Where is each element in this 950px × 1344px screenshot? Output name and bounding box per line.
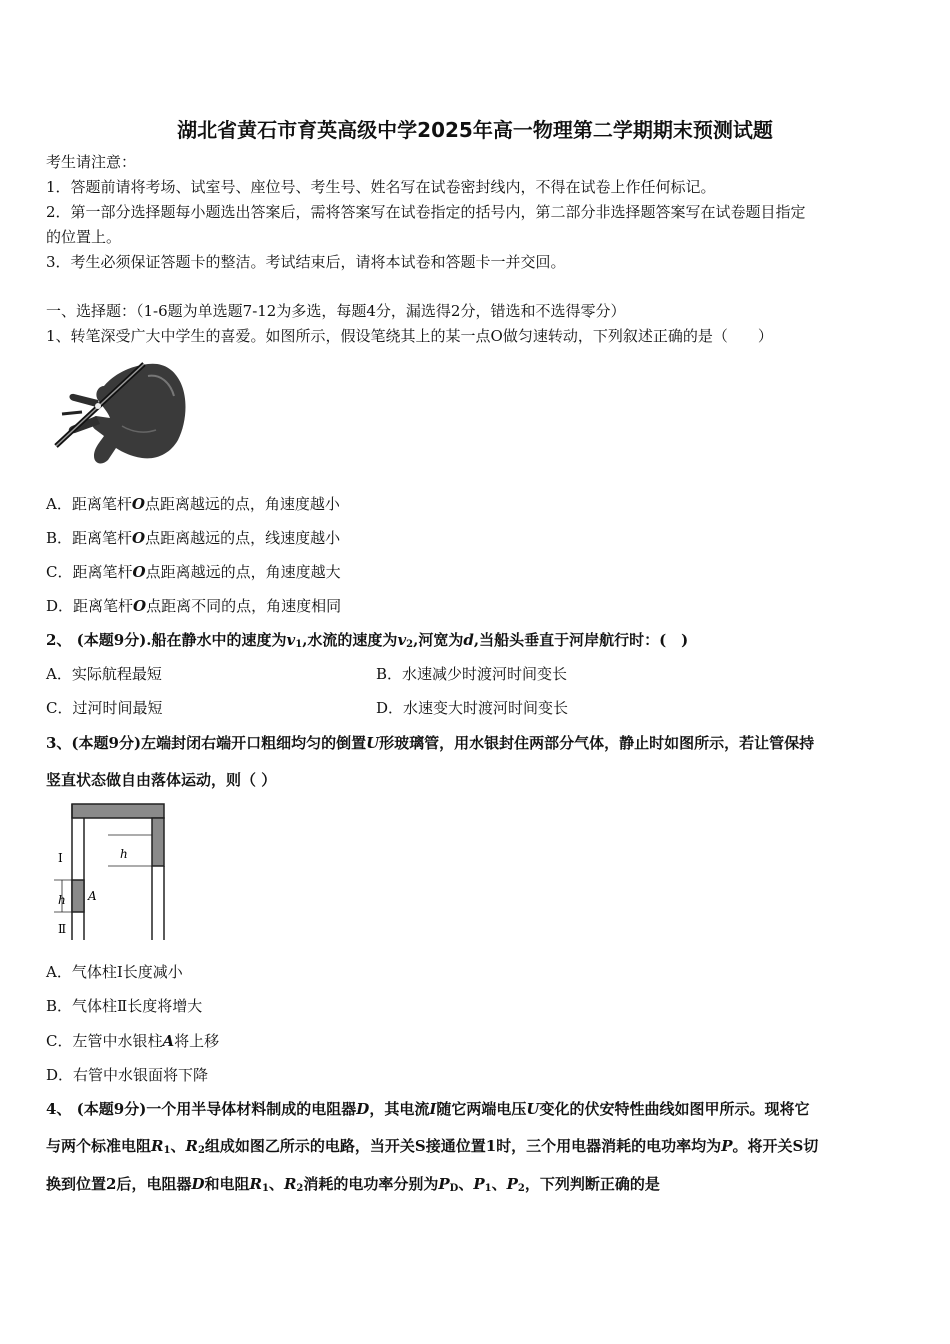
q2-stem: 2、 (本题9分).船在静水中的速度为$v_1$,水流的速度为$v_2$,河宽为d,当船头垂直于河岸航行时：( ) <box>46 631 689 650</box>
q3-option-c[interactable]: C．左管中水银柱A将上移 <box>46 1032 220 1050</box>
q2-option-d[interactable]: D．水速变大时渡河时间变长 <box>376 699 569 717</box>
q1-option-b[interactable]: B．距离笔杆O点距离越远的点，线速度越小 <box>46 529 341 547</box>
q1-stem: 1、转笔深受广大中学生的喜爱。如图所示，假设笔绕其上的某一点O做匀速转动，下列叙述正确的是（ ） <box>46 327 773 345</box>
notice-heading: 考生请注意： <box>46 153 137 171</box>
q2-option-a[interactable]: A．实际航程最短 <box>46 665 162 683</box>
q3-option-d[interactable]: D．右管中水银面将下降 <box>46 1066 209 1084</box>
q4-stem-line2: 与两个标准电阻$R_1$、$R_2$组成如图乙所示的电路，当开关S接通位置1时，三个用电器消耗的电功率均为P。将开关S切 <box>46 1137 819 1156</box>
q1-option-a[interactable]: A．距离笔杆O点距离越远的点，角速度越小 <box>46 495 340 513</box>
q1-option-d[interactable]: D．距离笔杆O点距离不同的点，角速度相同 <box>46 597 342 615</box>
pen-spinning-hand-figure <box>52 356 190 468</box>
page-title: 湖北省黄石市育英高级中学2025年高一物理第二学期期末预测试题 <box>177 118 773 142</box>
q1-option-c[interactable]: C．距离笔杆O点距离越远的点，角速度越大 <box>46 563 341 581</box>
q3-option-b[interactable]: B．气体柱Ⅱ长度将增大 <box>46 997 203 1015</box>
notice-item-3: 3．考生必须保证答题卡的整洁。考试结束后，请将本试卷和答题卡一并交回。 <box>46 253 566 271</box>
label-h-right: h <box>120 847 128 861</box>
q4-stem-line3: 换到位置2后，电阻器D和电阻$R_1$、$R_2$消耗的电功率分别为$P_D$、$P_1$、$P_2$，下列判断正确的是 <box>46 1175 660 1194</box>
label-mercury-A: A <box>88 889 97 903</box>
notice-item-2: 2．第一部分选择题每小题选出答案后，需将答案写在试卷指定的括号内，第二部分非选择题答案写在试卷题目指定 <box>46 203 806 221</box>
q2-option-b[interactable]: B．水速减少时渡河时间变长 <box>376 665 568 683</box>
label-gas-I: Ⅰ <box>58 851 63 865</box>
label-h-left: h <box>58 893 66 907</box>
q3-stem-line2: 竖直状态做自由落体运动，则（ ） <box>46 771 277 789</box>
u-tube-figure <box>48 800 172 946</box>
notice-item-1: 1．答题前请将考场、试室号、座位号、考生号、姓名写在试卷密封线内，不得在试卷上作任何标记。 <box>46 178 716 196</box>
label-gas-II: Ⅱ <box>58 922 67 936</box>
q3-option-a[interactable]: A．气体柱Ⅰ长度减小 <box>46 963 183 981</box>
notice-item-2-cont: 的位置上。 <box>46 228 122 246</box>
q3-stem-line1: 3、(本题9分)左端封闭右端开口粗细均匀的倒置U形玻璃管，用水银封住两部分气体，静止时如图所示，若让管保持 <box>46 734 815 752</box>
q4-stem-line1: 4、 (本题9分)一个用半导体材料制成的电阻器D，其电流I随它两端电压U变化的伏安特性曲线如图甲所示。现将它 <box>46 1100 810 1118</box>
q2-option-c[interactable]: C．过河时间最短 <box>46 699 163 717</box>
section-heading: 一、选择题：（1-6题为单选题7-12为多选，每题4分，漏选得2分，错选和不选得零分） <box>46 302 626 320</box>
